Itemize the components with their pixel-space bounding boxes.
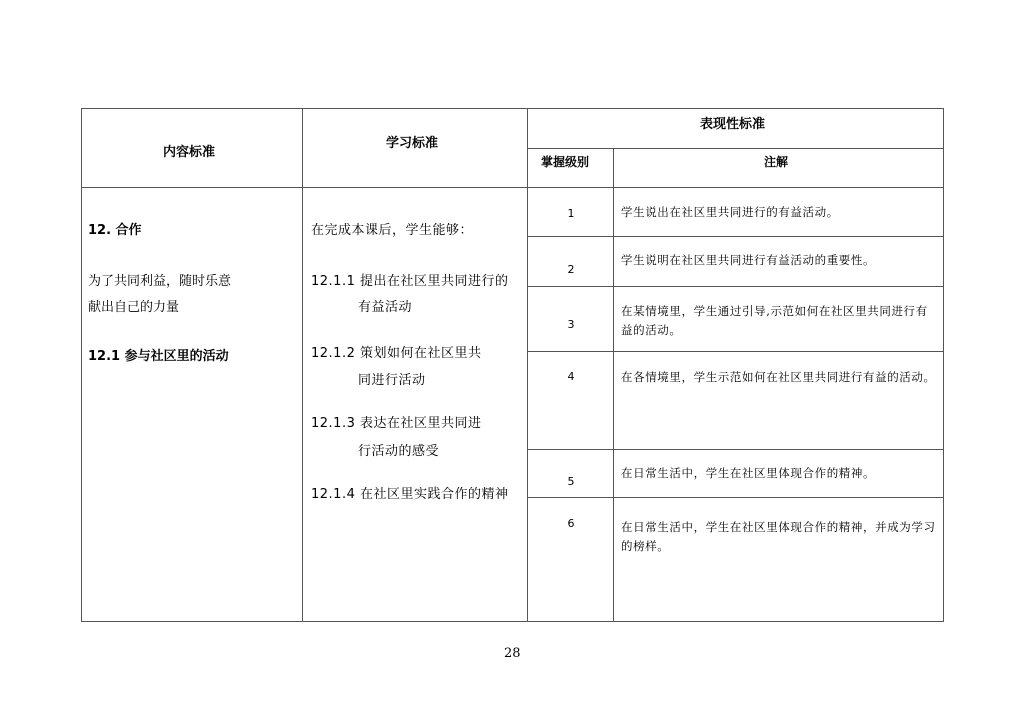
header-performance-standard: 表现性标准: [700, 117, 766, 132]
header-remarks: 注解: [764, 155, 789, 169]
learning-item-2-line1: 12.1.2 策划如何在社区里共: [311, 346, 482, 361]
remark-level-1: 学生说出在社区里共同进行的有益活动。: [621, 205, 839, 219]
row-divider-1: [527, 236, 944, 237]
table-border-top: [81, 108, 944, 109]
page-number: 28: [504, 646, 521, 661]
row-divider-4: [527, 449, 944, 450]
table-border-left: [81, 108, 82, 622]
learning-item-2-line2: 同进行活动: [358, 373, 426, 388]
remark-level-5: 在日常生活中，学生在社区里体现合作的精神。: [621, 466, 876, 480]
header-content-standard: 内容标准: [163, 145, 216, 160]
col-divider-2: [527, 108, 528, 622]
header-learning-standard: 学习标准: [386, 136, 439, 151]
learning-intro: 在完成本课后，学生能够：: [311, 223, 474, 238]
table-border-bottom: [81, 621, 944, 622]
mastery-level-4: 4: [567, 370, 575, 383]
unit-description-line2: 献出自己的力量: [88, 300, 180, 315]
unit-description-line1: 为了共同利益，随时乐意: [88, 274, 232, 289]
header-mastery-level: 掌握级别: [541, 155, 590, 169]
learning-item-1-line1: 12.1.1 提出在社区里共同进行的: [311, 274, 509, 289]
remark-level-6: 在日常生活中，学生在社区里体现合作的精神，并成为学习的榜样。: [621, 520, 936, 553]
learning-item-4-line1: 12.1.4 在社区里实践合作的精神: [311, 487, 509, 502]
learning-item-3-line2: 行活动的感受: [358, 444, 440, 459]
remark-level-3: 在某情境里，学生通过引导,示范如何在社区里共同进行有益的活动。: [621, 304, 928, 337]
mastery-level-2: 2: [567, 263, 575, 276]
remark-level-4: 在各情境里，学生示范如何在社区里共同进行有益的活动。: [621, 370, 936, 384]
mastery-level-3: 3: [567, 318, 575, 331]
row-divider-3: [527, 351, 944, 352]
unit-title: 12. 合作: [88, 223, 142, 238]
remark-level-2: 学生说明在社区里共同进行有益活动的重要性。: [621, 253, 876, 267]
row-divider-5: [527, 497, 944, 498]
learning-item-3-line1: 12.1.3 表达在社区里共同进: [311, 416, 482, 431]
performance-header-divider: [527, 148, 944, 149]
subunit-title: 12.1 参与社区里的活动: [88, 349, 229, 364]
col-divider-1: [302, 108, 303, 622]
learning-item-1-line2: 有益活动: [358, 300, 413, 315]
table-header-bottom: [81, 187, 944, 188]
mastery-level-1: 1: [567, 207, 575, 220]
mastery-level-6: 6: [567, 517, 575, 530]
mastery-level-5: 5: [567, 475, 575, 488]
row-divider-2: [527, 286, 944, 287]
table-border-right: [943, 108, 944, 622]
